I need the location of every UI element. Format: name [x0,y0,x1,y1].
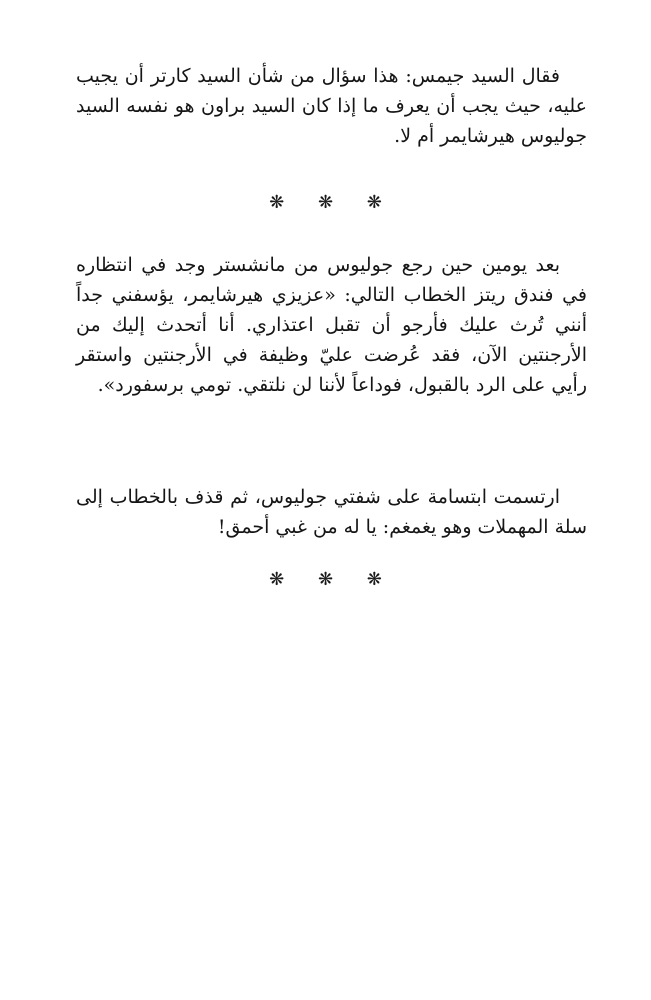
paragraph-julius-smile: ارتسمت ابتسامة على شفتي جوليوس، ثم قذف بالخطاب إلى سلة المهملات وهو يغمغم: يا له من غبي أحمق! [76,486,587,538]
section-separator: ❋ ❋ ❋ [269,569,396,590]
paragraph-james-reply: فقال السيد جيمس: هذا سؤال من شأن السيد كارتر أن يجيب عليه، حيث يجب أن يعرف ما إذا كان السيد براون هو نفسه السيد جوليوس هيرشايمر أم لا. [76,65,587,147]
section-separator: ❋ ❋ ❋ [269,192,396,213]
paragraph-letter: بعد يومين حين رجع جوليوس من مانشستر وجد في انتظاره في فندق ريتز الخطاب التالي: «عزيزي هيرشايمر، يؤسفني جداً أنني تُرث عليك فأرجو أن تقبل اعتذاري. أنا أتحدث إليك من الأرجنتين الآن، فقد عُرضت عليّ وظيفة في الأرجنتين واستقر رأيي على الرد بالقبول، فوداعاً لأننا لن نلتقي. تومي برسفورد». [76,254,587,396]
